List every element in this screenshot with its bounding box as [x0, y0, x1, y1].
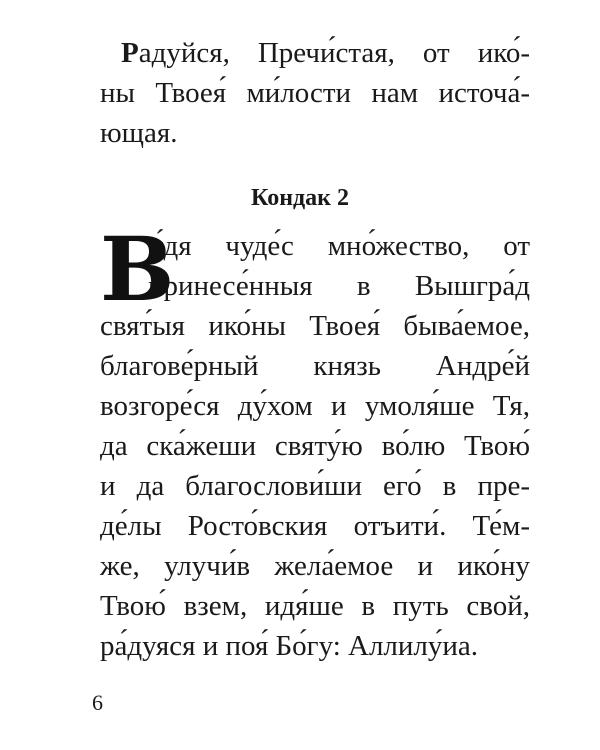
- text-line: возгоре́ся ду́хом и умоля́ше Тя,: [100, 390, 530, 422]
- text-line: ра́дуяся и поя́ Бо́гу: Аллилу́иа.: [100, 630, 479, 662]
- text-line: де́лы Росто́вския отъити́. Те́м-: [100, 510, 530, 542]
- text-line-content: адуйся, Пречи́стая, от ико́-: [138, 37, 530, 69]
- first-letter: Р: [121, 37, 139, 69]
- text-line: ны Твоея́ ми́лости нам источа́-: [100, 77, 530, 109]
- text-line: же, улучи́в жела́емое и ико́ну: [100, 550, 530, 582]
- text-line: свят́ыя ико́ны Твоея́ быва́емое,: [100, 310, 530, 342]
- text-line: принесе́нныя в Вышгра́д: [148, 270, 530, 302]
- page-number: 6: [92, 690, 103, 715]
- text-line: [100, 33, 530, 73]
- text-line: и да благослови́ши его́ в пре-: [100, 470, 530, 502]
- text-line: да ска́жеши святу́ю во́лю Твою́: [100, 430, 530, 462]
- text-line: благове́рный князь Андре́й: [100, 350, 530, 382]
- text-line: и́дя чуде́с мно́жество, от: [148, 230, 530, 262]
- text-line: ющая.: [100, 117, 178, 149]
- kondak-paragraph: [100, 217, 530, 666]
- intro-paragraph: [100, 33, 530, 153]
- drop-cap-initial: В: [100, 217, 175, 321]
- text-line: Твою́ взем, идя́ше в путь свой,: [100, 590, 530, 622]
- kondak-heading: Кондак 2: [250, 185, 349, 211]
